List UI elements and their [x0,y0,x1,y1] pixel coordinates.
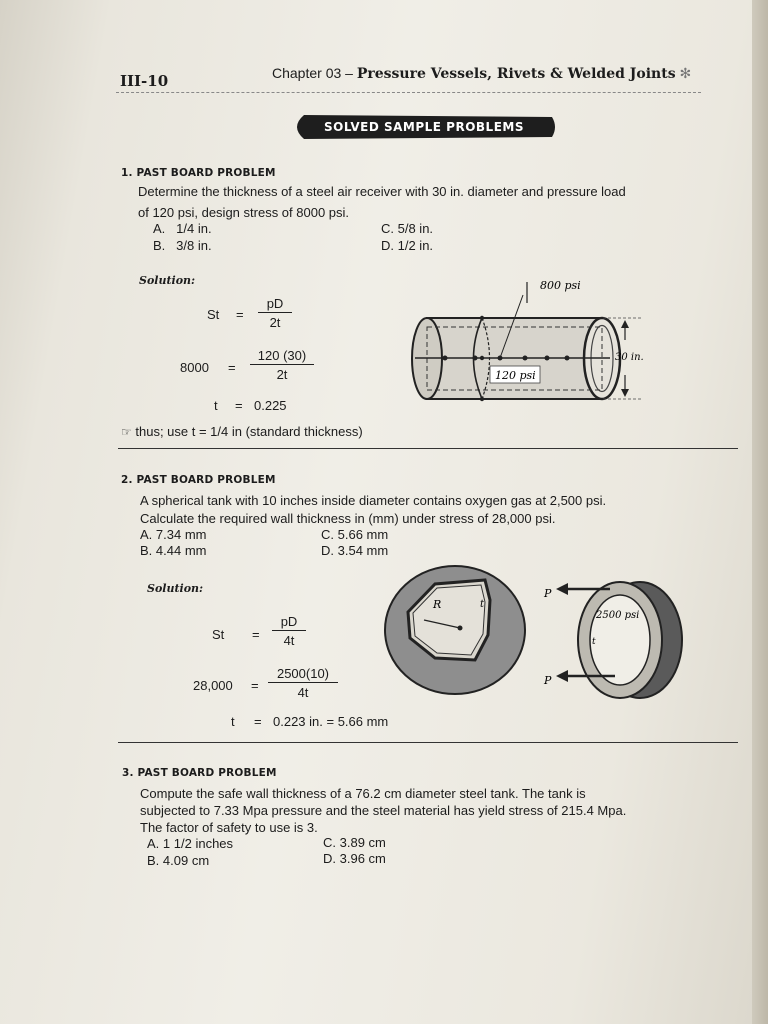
choice-letter: C. [323,835,336,850]
p2-eq2-equals: = [251,678,259,693]
numerator: pD [272,614,306,631]
problem-1-text-line-2: of 120 psi, design stress of 8000 psi. [138,205,350,220]
choice-letter: C. [381,221,394,236]
p2-eq3-equals: = [254,714,262,729]
p2-eq2-lhs: 28,000 [193,678,233,693]
p2-eq1-equals: = [252,627,260,642]
p1-eq3-rhs: 0.225 [254,398,287,413]
choice-value: 3/8 in. [176,238,212,253]
problem-3-choice-a [147,836,233,851]
chapter-dash: – [345,65,353,81]
choice-letter: A. [147,836,160,851]
numerator: pD [258,296,292,313]
star-icon: ✻ [679,65,692,81]
chapter-title: Pressure Vessels, Rivets & Welded Joints [356,66,676,82]
section-banner [290,113,558,141]
p2-eq2-fraction [268,666,338,700]
choice-value: 1/2 in. [397,238,434,253]
choice-value: 4.09 cm [162,853,210,868]
numerator: 120 (30) [250,348,314,365]
choice-value: 5.66 mm [337,527,389,542]
problem-1-choice-a [153,221,212,236]
p1-eq1-lhs: St [207,307,220,322]
choice-value: 3.96 cm [339,851,386,866]
problem-2-choice-b [140,543,207,558]
problem-1-choice-d [381,238,433,253]
fig1-pressure-label: 800 psi [540,279,581,292]
problem-3-text-line-3: The factor of safety to use is 3. [140,820,318,835]
header-rule [116,92,701,93]
chapter-number: Chapter 03 [272,65,342,81]
problem-3-heading: 3. PAST BOARD PROBLEM [122,767,277,779]
choice-letter: B. [140,543,153,558]
fig2-pressure-label: 2500 psi [596,610,640,621]
problem-1-choice-c [381,221,433,236]
problem-1-text-line-1: Determine the thickness of a steel air receiver with 30 in. diameter and pressure load [138,184,626,199]
problem-2-heading: 2. PAST BOARD PROBLEM [121,474,276,486]
p2-eq3-rhs: 0.223 in. = 5.66 mm [273,714,389,729]
problem-2-choice-a [140,527,207,542]
ring-section-diagram [540,572,690,707]
p2-eq3-lhs: t [231,714,235,729]
denominator: 2t [269,315,281,330]
choice-value: 4.44 mm [155,543,207,558]
choice-letter: D. [381,238,394,253]
p1-eq2-lhs: 8000 [180,360,209,375]
choice-letter: C. [321,527,334,542]
cylinder-diagram [405,275,655,415]
separator-2 [118,742,738,743]
p1-eq1-equals: = [236,307,244,322]
choice-letter: B. [153,238,166,253]
denominator: 4t [297,685,309,700]
problem-3-text-line-2: subjected to 7.33 Mpa pressure and the steel material has yield stress of 215.4 Mpa. [140,803,627,818]
choice-letter: B. [147,853,160,868]
choice-letter: D. [321,543,334,558]
p1-eq2-fraction [250,348,314,382]
choice-value: 7.34 mm [155,527,207,542]
page-number: III-10 [120,72,169,90]
problem-2-text-line-2: Calculate the required wall thickness in (mm) under stress of 28,000 psi. [140,511,556,526]
problem-3-choice-c [323,835,386,850]
conclusion-text: thus; use t = 1/4 in (standard thickness) [135,424,363,439]
p1-eq2-equals: = [228,360,236,375]
p1-eq1-fraction [258,296,292,330]
chapter-header [272,65,691,82]
problem-3-choice-b [147,853,209,868]
p2-eq1-lhs: St [212,627,225,642]
problem-2-solution-label: Solution: [147,582,204,595]
fig1-dimension-label: 30 in. [615,352,644,363]
separator-1 [118,448,738,449]
choice-letter: A. [140,527,153,542]
choice-value: 3.54 mm [337,543,389,558]
problem-1-choice-b [153,238,212,253]
problem-2-text-line-1: A spherical tank with 10 inches inside diameter contains oxygen gas at 2,500 psi. [140,493,607,508]
page-edge [752,0,768,1024]
choice-letter: D. [323,851,336,866]
fig2-wall-thickness-label: t [592,637,596,647]
fig2-thickness-label: t [480,599,485,610]
fig1-inner-label: 120 psi [495,369,536,382]
p2-eq1-fraction [272,614,306,648]
choice-letter: A. [153,221,166,236]
banner-title: SOLVED SAMPLE PROBLEMS [324,120,524,134]
problem-3-choice-d [323,851,386,866]
p1-eq3-equals: = [235,398,243,413]
choice-value: 1/4 in. [176,221,212,236]
p1-conclusion [121,424,363,439]
numerator: 2500(10) [268,666,338,683]
sphere-section-diagram [380,560,530,700]
fig2-radius-label: R [433,598,442,611]
problem-1-heading: 1. PAST BOARD PROBLEM [121,167,276,179]
problem-3-text-line-1: Compute the safe wall thickness of a 76.2 cm diameter steel tank. The tank is [140,786,586,801]
fig2-force-label-bottom: P [544,674,552,687]
pointing-hand-icon: ☞ [121,425,132,439]
problem-2-choice-c [321,527,388,542]
p1-eq3-lhs: t [214,398,218,413]
denominator: 2t [276,367,288,382]
problem-2-choice-d [321,543,388,558]
choice-value: 1 1/2 inches [162,836,234,851]
denominator: 4t [283,633,295,648]
problem-1-solution-label: Solution: [139,274,196,287]
choice-value: 3.89 cm [339,835,386,850]
choice-value: 5/8 in. [397,221,434,236]
fig2-force-label-top: P [544,587,552,600]
